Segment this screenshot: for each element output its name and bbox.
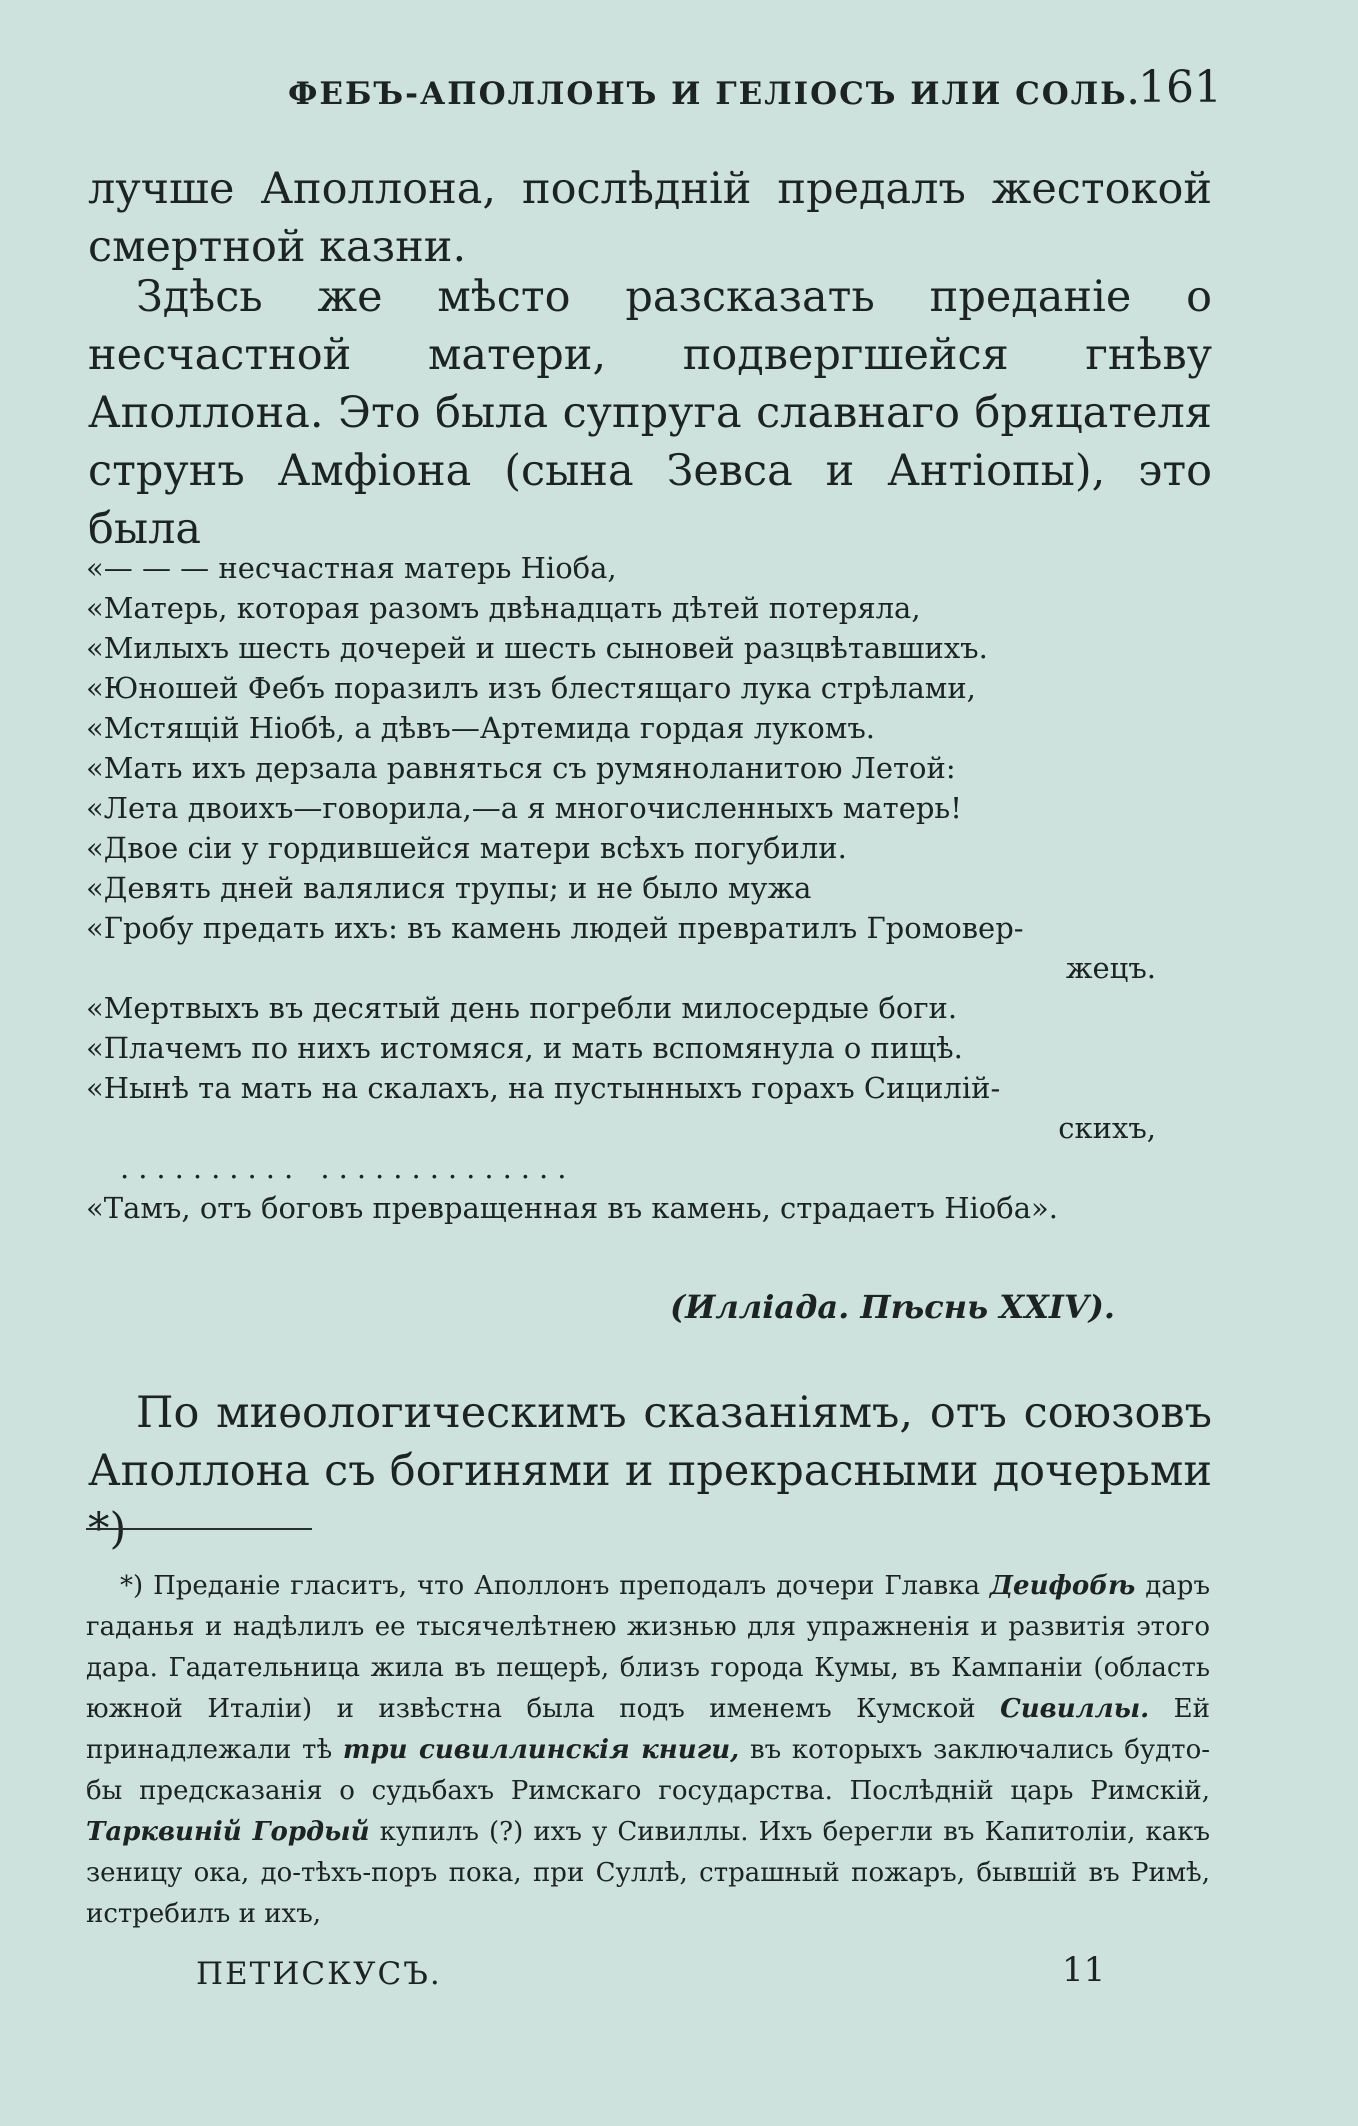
footnote-text: купилъ (?) ихъ у Сивиллы. Ихъ берегли въ Капитоліи, какъ зеницу ока, до-тѣхъ-поръ пока, при Суллѣ, страшный пожаръ, бывшій въ Римѣ, истребилъ и ихъ, xyxy=(86,1817,1210,1929)
verse-line: «— — — несчастная матерь Ніоба, xyxy=(86,551,617,585)
verse-line: «Милыхъ шесть дочерей и шесть сыновей разцвѣтавшихъ. xyxy=(86,631,988,665)
verse-line: «Мстящій Ніобѣ, а дѣвъ—Артемида гордая лукомъ. xyxy=(86,711,875,745)
paragraph-3-block xyxy=(88,1384,1212,1558)
verse-line: «Тамъ, отъ боговъ превращенная въ камень, страдаетъ Ніоба». xyxy=(86,1191,1058,1225)
signature-author: ПЕТИСКУСЪ. xyxy=(196,1956,442,1992)
verse-line: «Девять дней валялися трупы; и не было мужа xyxy=(86,871,812,905)
verse-line-continuation: скихъ, xyxy=(1058,1111,1156,1145)
paragraph-2-block xyxy=(88,268,1212,558)
footnote-text: въ которыхъ заключались будто-бы предсказанія о судьбахъ Римскаго государства. Послѣдній царь Римскій, xyxy=(86,1735,1211,1806)
verse-line: «Лета двоихъ—говорила,—а я многочисленныхъ матерь! xyxy=(86,791,962,825)
verse-line: «Плачемъ по нихъ истомяся, и мать вспомянула о пищѣ. xyxy=(86,1031,963,1065)
paragraph-1-block xyxy=(88,160,1212,276)
footnote-text: Ей принадлежали тѣ xyxy=(86,1694,1210,1765)
page-number: 161 xyxy=(1138,62,1222,113)
poem-quote xyxy=(86,548,1216,1228)
poem-source: (Илліада. Пѣснь XXIV). xyxy=(670,1288,1115,1326)
running-title: ФЕБЪ-АПОЛЛОНЪ И ГЕЛІОСЪ ИЛИ СОЛЬ. xyxy=(288,76,1141,112)
footnote xyxy=(86,1566,1210,1935)
footnote-emphasis: Сивиллы. xyxy=(1000,1694,1150,1724)
footnote-divider xyxy=(86,1528,312,1530)
verse-omission: .......... .............. xyxy=(120,1151,576,1185)
verse-line: «Мертвыхъ въ десятый день погребли милосердые боги. xyxy=(86,991,958,1025)
verse-line-continuation: жецъ. xyxy=(1065,951,1156,985)
footnote-emphasis: Тарквиній Гордый xyxy=(86,1817,370,1847)
footnote-emphasis: Деифобѣ xyxy=(989,1571,1136,1601)
footnote-emphasis: три сивиллинскія книги, xyxy=(342,1735,740,1765)
verse-line: «Гробу предать ихъ: въ камень людей превратилъ Громовер- xyxy=(86,911,1024,945)
paragraph-1: лучше Аполлона, послѣдній предалъ жестокой смертной казни. xyxy=(88,164,1212,272)
signature-sheet-number: 11 xyxy=(1062,1950,1106,1990)
page-header xyxy=(0,62,1358,122)
verse-line: «Мать ихъ дерзала равняться съ румяноланитою Летой: xyxy=(86,751,956,785)
paragraph-3: По миѳологическимъ сказаніямъ, отъ союзовъ Аполлона съ богинями и прекрасными дочерьми *) xyxy=(88,1388,1212,1554)
footnote-text: *) Преданіе гласитъ, что Аполлонъ преподалъ дочери Главка xyxy=(120,1571,990,1601)
verse-line: «Двое сіи у гордившейся матери всѣхъ погубили. xyxy=(86,831,847,865)
footnote-text: даръ гаданья и надѣлилъ ее тысячелѣтнею жизнью для упражненія и развитія этого дара. Гадательница жила въ пещерѣ, близъ города Кумы, въ Кампаніи (область южной Италіи) и извѣстна была подъ именемъ Кумской xyxy=(86,1571,1210,1724)
verse-line: «Нынѣ та мать на скалахъ, на пустынныхъ горахъ Сицилій- xyxy=(86,1071,1001,1105)
verse-line: «Юношей Фебъ поразилъ изъ блестящаго лука стрѣлами, xyxy=(86,671,976,705)
paragraph-2: Здѣсь же мѣсто разсказать преданіе о несчастной матери, подвергшейся гнѣву Аполлона. Это была супруга славнаго бряцателя струнъ Амфіона (сына Зевса и Антіопы), это была xyxy=(88,272,1212,554)
verse-line: «Матерь, которая разомъ двѣнадцать дѣтей потеряла, xyxy=(86,591,921,625)
